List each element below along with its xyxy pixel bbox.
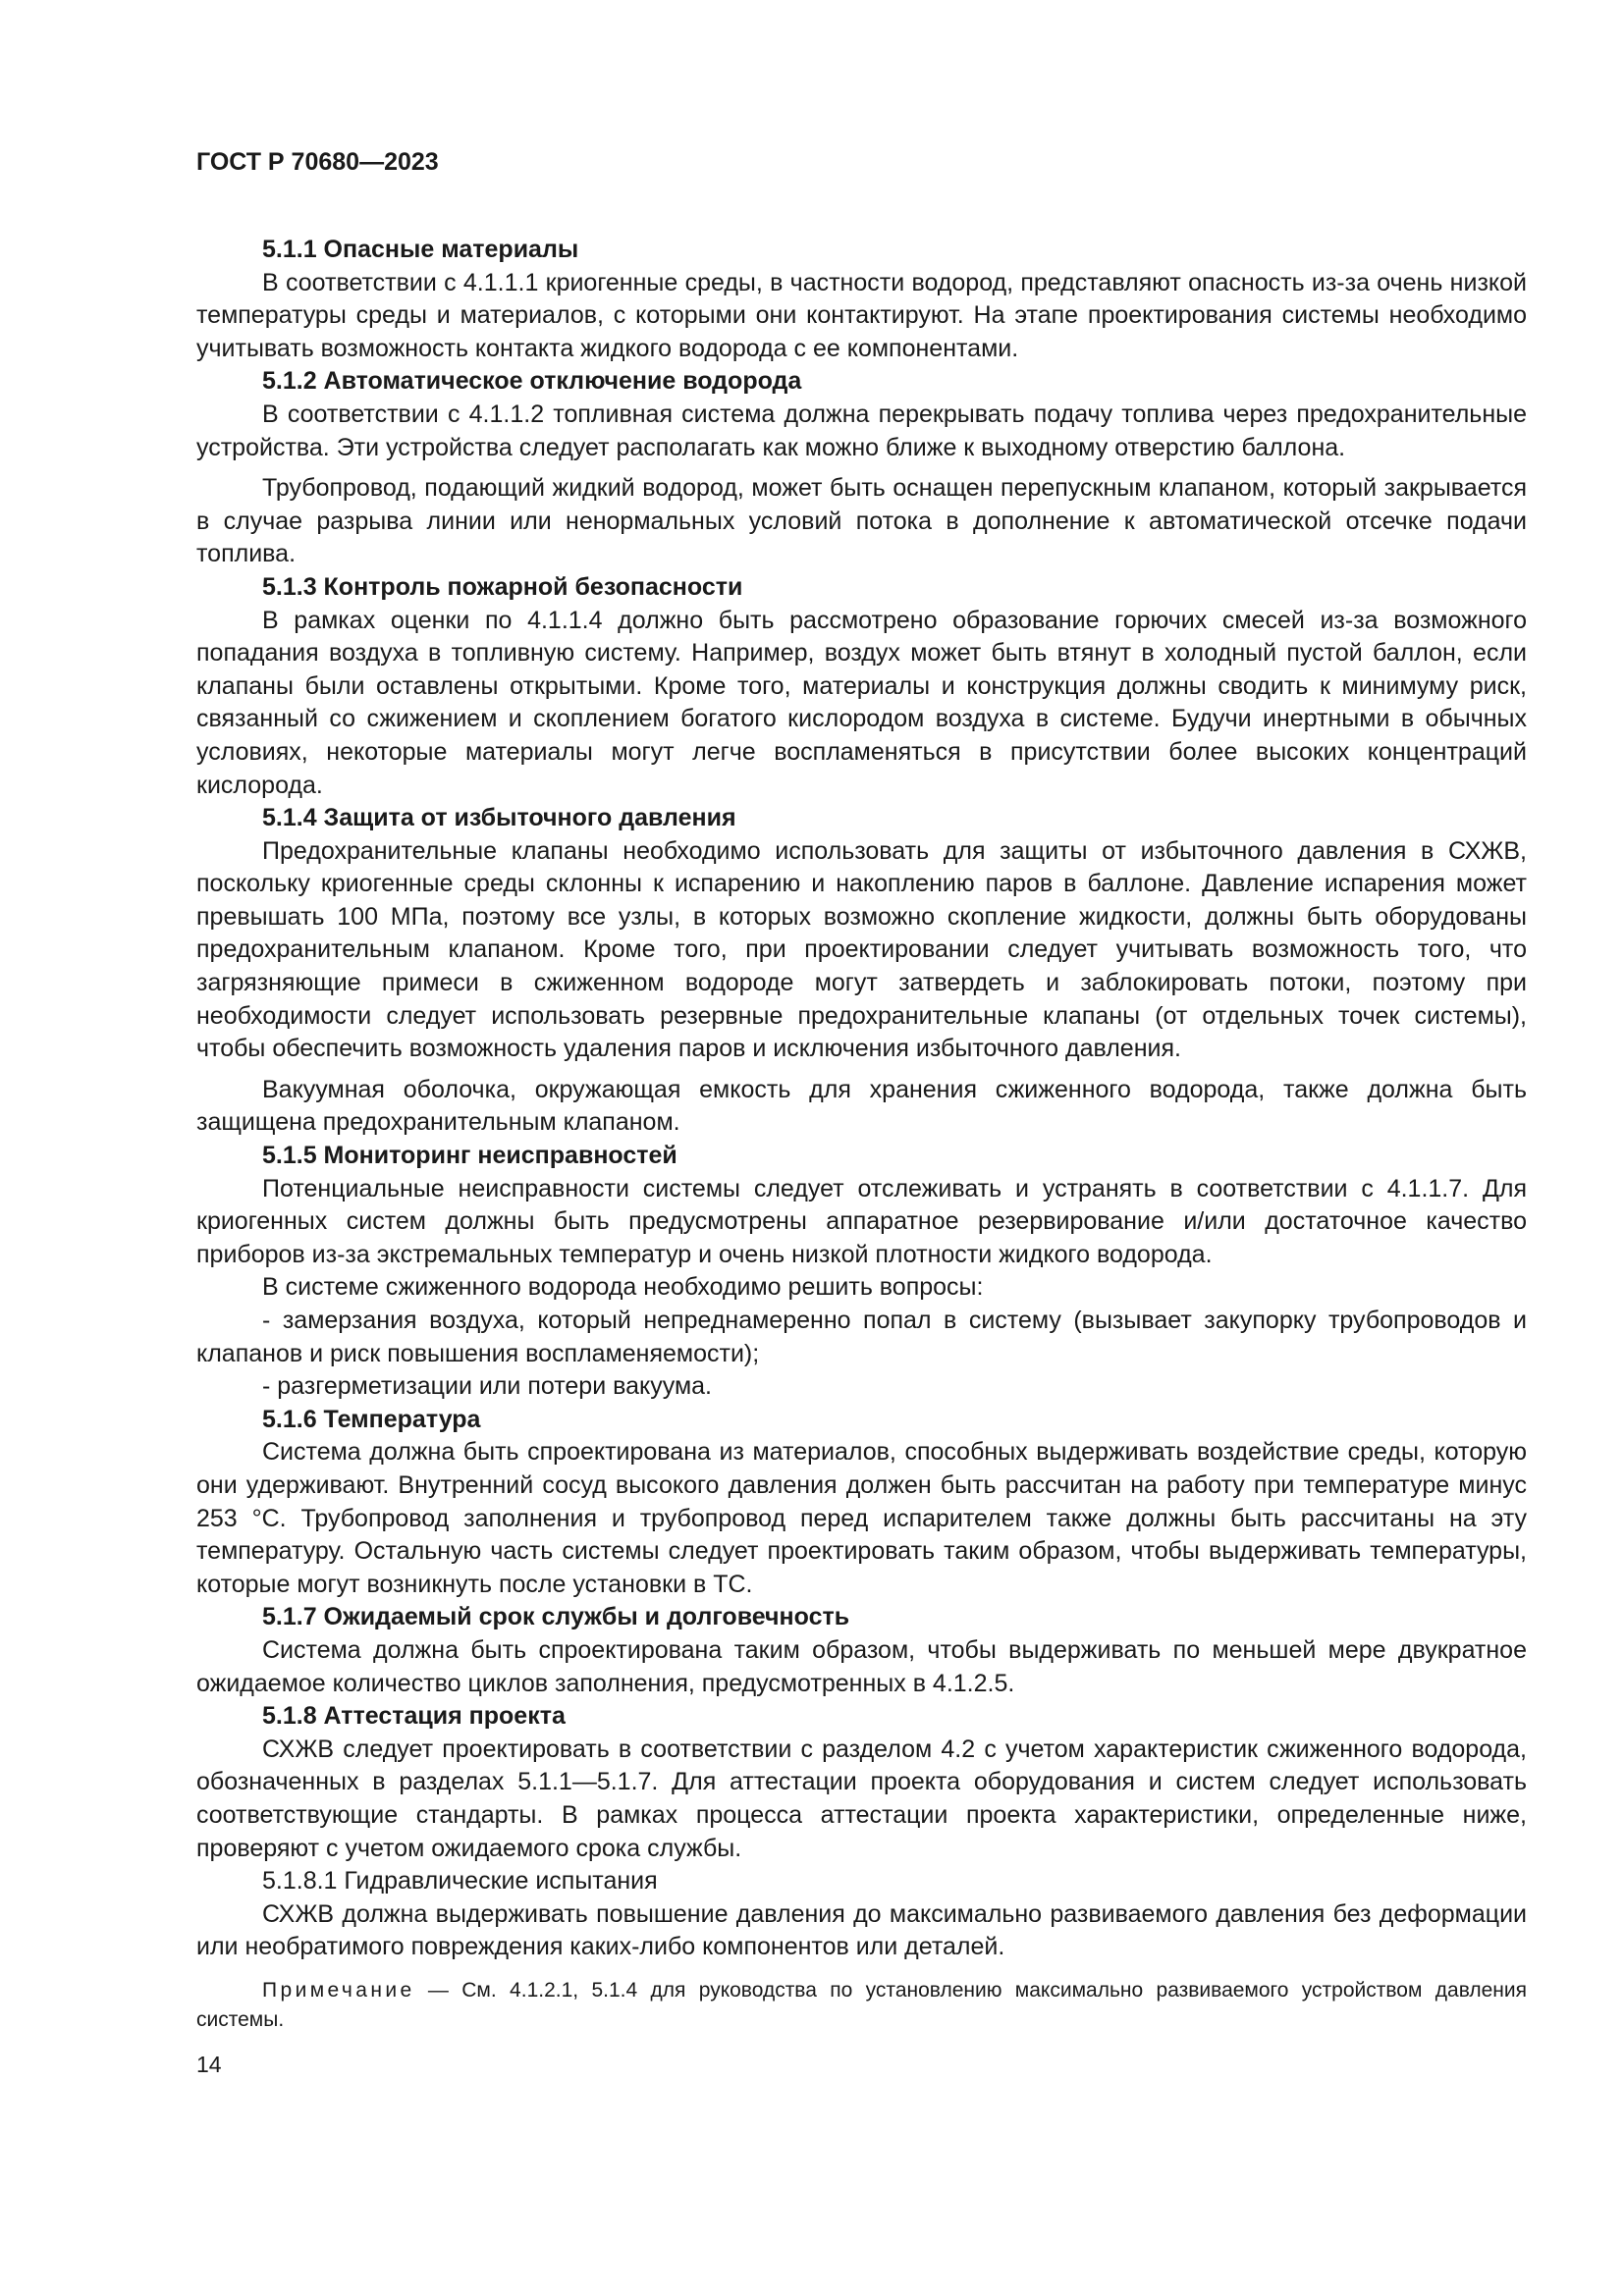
subsection-title-5-1-8-1: 5.1.8.1 Гидравлические испытания [262,1867,658,1896]
list-item: - замерзания воздуха, который непреднамеренно попал в систему (вызывает закупорку трубопроводов и клапанов и риск повышения воспламеняемости); [196,1307,1527,1367]
section-heading-5-1-6: 5.1.6 Температура [262,1405,481,1433]
document-body [196,234,1527,1964]
section-heading-5-1-4: 5.1.4 Защита от избыточного давления [262,804,736,832]
paragraph: Система должна быть спроектирована из материалов, способных выдерживать воздействие среды, которую они удерживают. Внутренний сосуд высокого давления должен быть рассчитан на работу при температуре минус 253 °С. Трубопровод заполнения и трубопровод перед испарителем также должны быть рассчитаны на эту температуру. Остальную часть системы следует проектировать таким образом, чтобы выдерживать температуры, которые могут возникнуть после установки в ТС. [196,1438,1527,1598]
paragraph: В соответствии с 4.1.1.1 криогенные среды, в частности водород, представляют опасность из-за очень низкой температуры среды и материалов, с которыми они контактируют. На этапе проектирования системы необходимо учитывать возможность контакта жидкого водорода с ее компонентами. [196,268,1527,362]
paragraph: СХЖВ должна выдерживать повышение давления до максимально развиваемого давления без деформации или необратимого повреждения каких-либо компонентов или деталей. [196,1899,1527,1961]
section-heading-5-1-3: 5.1.3 Контроль пожарной безопасности [262,572,743,601]
paragraph: В соответствии с 4.1.1.2 топливная система должна перекрывать подачу топлива через предохранительные устройства. Эти устройства следует располагать как можно ближе к выходному отверстию баллона. [196,400,1527,461]
paragraph: В рамках оценки по 4.1.1.4 должно быть рассмотрено образование горючих смесей из-за возможного попадания воздуха в топливную систему. Например, воздух может быть втянут в холодный пустой баллон, если клапаны были оставлены открытыми. Кроме того, материалы и конструкция должны сводить к минимуму риск, связанный со сжижением и скоплением богатого кислородом воздуха в системе. Будучи инертными в обычных условиях, некоторые материалы могут легче воспламеняться в присутствии более высоких концентраций кислорода. [196,606,1527,799]
paragraph: Потенциальные неисправности системы следует отслеживать и устранять в соответствии с 4.1.1.7. Для криогенных систем должны быть предусмотрены аппаратное резервирование и/или достаточное качество приборов из-за экстремальных температур и очень низкой плотности жидкого водорода. [196,1174,1527,1268]
section-heading-5-1-2: 5.1.2 Автоматическое отключение водорода [262,367,802,396]
note-text: — См. 4.1.2.1, 5.1.4 для руководства по установлению максимально развиваемого устройством давления системы. [196,1978,1527,2031]
note-label: Примечание [262,1978,415,2002]
paragraph: Предохранительные клапаны необходимо использовать для защиты от избыточного давления в СХЖВ, поскольку криогенные среды склонны к испарению и накоплению паров в баллоне. Давление испарения может превышать 100 МПа, поэтому все узлы, в которых возможно скопление жидкости, должны быть оборудованы предохранительным клапаном. Кроме того, при проектировании следует учитывать возможность того, что загрязняющие примеси в сжиженном водороде могут затвердеть и заблокировать потоки, поэтому при необходимости следует использовать резервные предохранительные клапаны (от отдельных точек системы), чтобы обеспечить возможность удаления паров и исключения избыточного давления. [196,836,1527,1063]
paragraph: Вакуумная оболочка, окружающая емкость для хранения сжиженного водорода, также должна быть защищена предохранительным клапаном. [196,1075,1527,1137]
section-heading-5-1-7: 5.1.7 Ожидаемый срок службы и долговечность [262,1603,850,1631]
note [196,1976,1527,2035]
paragraph: СХЖВ следует проектировать в соответствии с разделом 4.2 с учетом характеристик сжиженного водорода, обозначенных в разделах 5.1.1—5.1.7. Для аттестации проекта оборудования и систем следует использовать соответствующие стандарты. В рамках процесса аттестации проекта характеристики, определенные ниже, проверяют с учетом ожидаемого срока службы. [196,1735,1527,1862]
page-number: 14 [196,2051,222,2077]
paragraph: Трубопровод, подающий жидкий водород, может быть оснащен перепускным клапаном, который закрывается в случае разрыва линии или ненормальных условий потока в дополнение к автоматической отсечке подачи топлива. [196,474,1527,568]
document-code-header: ГОСТ Р 70680—2023 [196,148,439,176]
paragraph: Система должна быть спроектирована таким образом, чтобы выдерживать по меньшей мере двукратное ожидаемое количество циклов заполнения, предусмотренных в 4.1.2.5. [196,1635,1527,1697]
section-heading-5-1-8: 5.1.8 Аттестация проекта [262,1702,566,1731]
section-heading-5-1-5: 5.1.5 Мониторинг неисправностей [262,1142,677,1170]
paragraph: В системе сжиженного водорода необходимо решить вопросы: [262,1273,984,1302]
section-heading-5-1-1: 5.1.1 Опасные материалы [262,236,579,263]
document-page [196,147,1527,2078]
list-item: - разгерметизации или потери вакуума. [262,1372,712,1401]
